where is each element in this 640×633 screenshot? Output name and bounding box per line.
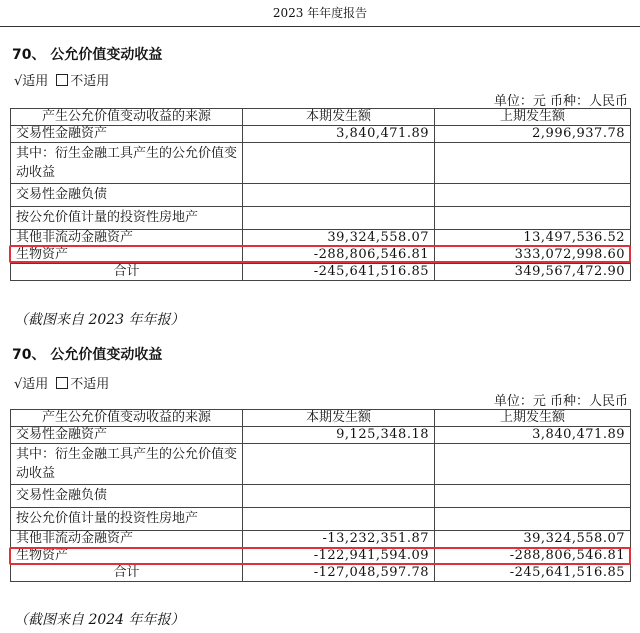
table-row [11,207,631,230]
current-value [243,508,435,531]
table-row [11,485,631,508]
row-label: 生物资产 [11,247,243,264]
column-header: 产生公允价值变动收益的来源 [11,109,243,126]
column-header: 本期发生额 [243,410,435,427]
section-title: 70、 公允价值变动收益 [12,347,163,363]
table-row-highlighted [11,247,631,264]
previous-value: -288,806,546.81 [435,548,631,565]
applicable-indicator [14,70,109,89]
table-row [11,184,631,207]
row-label: 其中：衍生金融工具产生的公允价值变动收益 [11,444,243,485]
previous-value [435,485,631,508]
row-label: 其他非流动金融资产 [11,230,243,247]
row-label: 交易性金融资产 [11,427,243,444]
row-label: 按公允价值计量的投资性房地产 [11,207,243,230]
table-row [11,143,631,184]
current-value: 39,324,558.07 [243,230,435,247]
source-note: （截图来自 2024 年年报） [14,612,185,628]
checkbox-icon [56,377,68,389]
current-value: -127,048,597.78 [243,565,435,582]
current-value [243,485,435,508]
row-label: 交易性金融负债 [11,184,243,207]
row-label: 合计 [11,264,243,281]
previous-value [435,207,631,230]
fair-value-table-2023 [10,108,631,281]
table-total-row [11,264,631,281]
column-header: 上期发生额 [435,410,631,427]
previous-value [435,184,631,207]
not-applicable-label: 不适用 [70,377,110,392]
previous-value [435,508,631,531]
current-value: -122,941,594.09 [243,548,435,565]
row-label: 交易性金融资产 [11,126,243,143]
unit-currency-line: 单位：元 币种：人民币 [493,394,628,409]
checkbox-icon [56,74,68,86]
applicable-checked-label: √适用 [14,74,49,89]
current-value [243,143,435,184]
table-total-row [11,565,631,582]
table-header-row [11,410,631,427]
previous-value: 13,497,536.52 [435,230,631,247]
table-row [11,531,631,548]
current-value [243,184,435,207]
current-value: -288,806,546.81 [243,247,435,264]
row-label: 按公允价值计量的投资性房地产 [11,508,243,531]
row-label: 其中：衍生金融工具产生的公允价值变动收益 [11,143,243,184]
current-value: -13,232,351.87 [243,531,435,548]
applicable-indicator [14,373,109,392]
column-header: 上期发生额 [435,109,631,126]
applicable-checked-label: √适用 [14,377,49,392]
previous-value: 2,996,937.78 [435,126,631,143]
source-note: （截图来自 2023 年年报） [14,312,185,328]
row-label: 合计 [11,565,243,582]
previous-value: -245,641,516.85 [435,565,631,582]
table-row [11,427,631,444]
fair-value-table-2024 [10,409,631,582]
current-value: 3,840,471.89 [243,126,435,143]
current-value [243,207,435,230]
previous-value: 333,072,998.60 [435,247,631,264]
report-header: 2023 年年度报告 [0,0,640,27]
previous-value [435,444,631,485]
previous-value: 39,324,558.07 [435,531,631,548]
unit-currency-line: 单位：元 币种：人民币 [493,94,628,109]
current-value [243,444,435,485]
row-label: 交易性金融负债 [11,485,243,508]
current-value: 9,125,348.18 [243,427,435,444]
previous-value: 3,840,471.89 [435,427,631,444]
table-row [11,230,631,247]
row-label: 生物资产 [11,548,243,565]
not-applicable-label: 不适用 [70,74,110,89]
table-header-row [11,109,631,126]
column-header: 产生公允价值变动收益的来源 [11,410,243,427]
column-header: 本期发生额 [243,109,435,126]
current-value: -245,641,516.85 [243,264,435,281]
table-row [11,508,631,531]
table-row-highlighted [11,548,631,565]
previous-value: 349,567,472.90 [435,264,631,281]
table-row [11,126,631,143]
previous-value [435,143,631,184]
section-title: 70、 公允价值变动收益 [12,47,163,63]
table-row [11,444,631,485]
row-label: 其他非流动金融资产 [11,531,243,548]
